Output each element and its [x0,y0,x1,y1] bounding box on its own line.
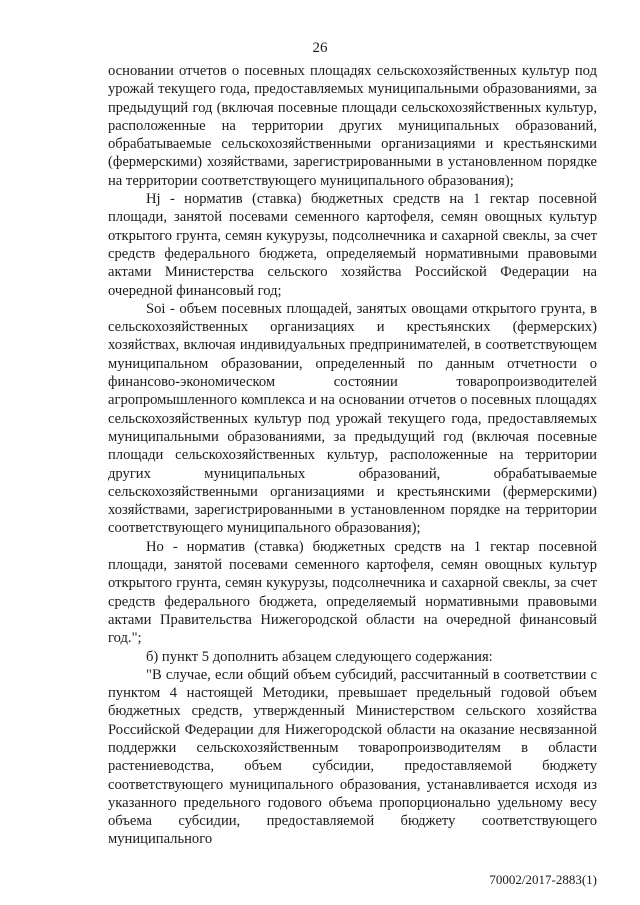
paragraph-amendment-item: б) пункт 5 дополнить абзацем следующего содержания: [146,648,493,665]
document-code: 70002/2017-2883(1) [489,872,597,887]
page-number: 26 [312,40,328,56]
paragraph-continuation: основании отчетов о посевных площадях сельскохозяйственных культур под урожай текущего года, предоставляемых муниципальными образованиями, за предыдущий год (включая посевные площади сельскохозяйственных культур, расположенные на территории других муниципальных образований, обрабатываемые сельскохозяйственными организациями и крестьянскими (фермерскими) хозяйствами, зарегистрированными в установленном порядке на территории соответствующего муниципального образования); [108,63,597,189]
document-body [108,62,597,849]
paragraph-quoted-addition: "В случае, если общий объем субсидий, рассчитанный в соответствии с пунктом 4 настоящей Методики, превышает предельный годовой объем бюджетных средств, утвержденный Министерством сельского хозяйства Российской Федерации для Нижегородской области на оказание несвязанной поддержки сельскохозяйственным товаропроизводителям в области растениеводства, объем субсидии, предоставляемой бюджету соответствующего муниципального образования, устанавливается исходя из указанного предельного годового объема пропорционально удельному весу объема субсидии, предоставляемой бюджету соответствующего муниципального [108,666,597,848]
paragraph-soi-definition: Soi - объем посевных площадей, занятых овощами открытого грунта, в сельскохозяйственных организациях и крестьянских (фермерских) хозяйствах, включая индивидуальных предпринимателей, в соответствующем муниципальном образовании, определенный по данным отчетности о финансово-экономическом состоянии товаропроизводителей агропромышленного комплекса и на основании отчетов о посевных площадях сельскохозяйственных культур под урожай текущего года, предоставляемых муниципальными образованиями, за предыдущий год (включая посевные площади сельскохозяйственных культур, расположенные на территории других муниципальных образований, обрабатываемые сельскохозяйственными организациями и крестьянскими (фермерскими) хозяйствами, зарегистрированными в установленном порядке на территории соответствующего муниципального образования); [108,300,597,537]
paragraph-ho-definition: Ho - норматив (ставка) бюджетных средств на 1 гектар посевной площади, занятой посевами семенного картофеля, семян овощных культур открытого грунта, семян кукурузы, подсолнечника и сахарной свеклы, за счет средств федерального бюджета, определяемый нормативными правовыми актами Правительства Нижегородской области на очередной финансовый год."; [108,538,597,647]
paragraph-hj-definition: Hj - норматив (ставка) бюджетных средств на 1 гектар посевной площади, занятой посевами семенного картофеля, семян овощных культур открытого грунта, семян кукурузы, подсолнечника и сахарной свеклы, за счет средств федерального бюджета, определяемый нормативными правовыми актами Министерства сельского хозяйства Российской Федерации на очередной финансовый год; [108,191,597,299]
